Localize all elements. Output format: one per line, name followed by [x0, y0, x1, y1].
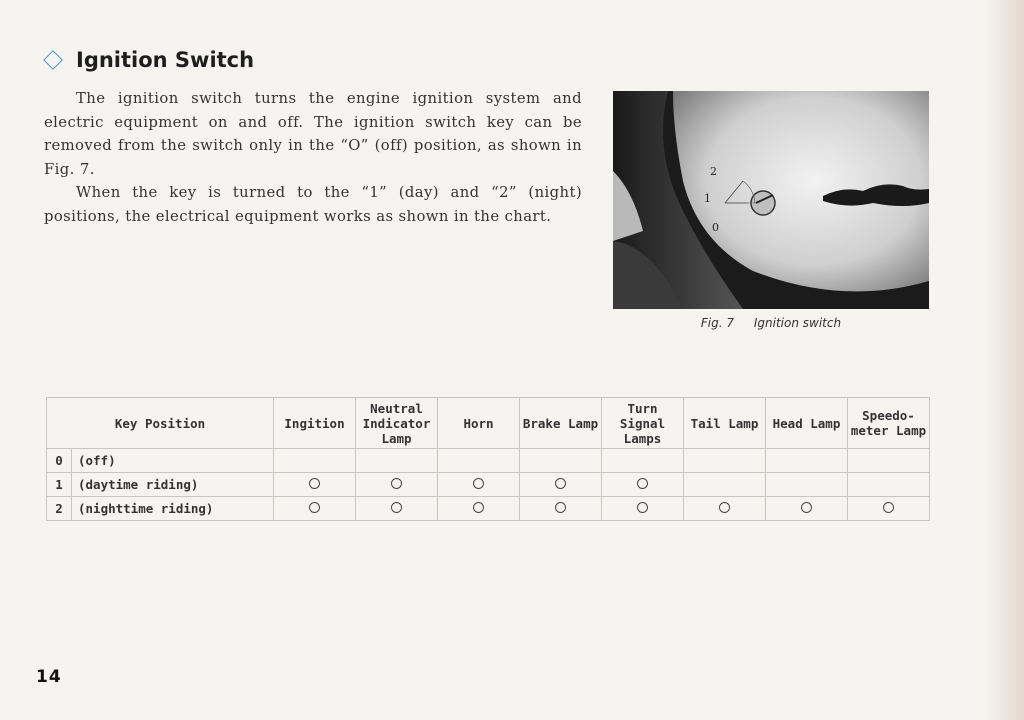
on-indicator-icon — [637, 502, 648, 513]
section-heading — [46, 48, 254, 72]
on-indicator-icon — [391, 502, 402, 513]
on-indicator-icon — [719, 502, 730, 513]
key-number: 0 — [47, 449, 72, 473]
header-neutral-indicator-lamp: Neutral Indicator Lamp — [356, 398, 438, 449]
header-turn-signal-lamps: Turn Signal Lamps — [602, 398, 684, 449]
table-cell — [274, 473, 356, 497]
electrical-chart-table — [46, 397, 930, 521]
table-cell — [520, 497, 602, 521]
table-cell — [848, 497, 930, 521]
table-cell — [684, 473, 766, 497]
header-head-lamp: Head Lamp — [766, 398, 848, 449]
on-indicator-icon — [391, 478, 402, 489]
on-indicator-icon — [555, 478, 566, 489]
table-row — [47, 449, 930, 473]
figure-caption-text: Ignition switch — [753, 316, 842, 330]
table-cell — [684, 497, 766, 521]
table-cell — [602, 473, 684, 497]
on-indicator-icon — [883, 502, 894, 513]
table-cell — [274, 449, 356, 473]
table-cell — [848, 449, 930, 473]
table-cell — [520, 473, 602, 497]
key-label: (nighttime riding) — [72, 497, 274, 521]
table-cell — [684, 449, 766, 473]
on-indicator-icon — [473, 502, 484, 513]
on-indicator-icon — [555, 502, 566, 513]
switch-mark-2: 2 — [710, 165, 717, 178]
table-cell — [766, 473, 848, 497]
on-indicator-icon — [801, 502, 812, 513]
section-title: Ignition Switch — [76, 48, 255, 72]
ignition-switch-photo-image — [613, 91, 929, 309]
table-cell — [356, 449, 438, 473]
diamond-bullet-icon — [43, 50, 63, 70]
key-label: (off) — [72, 449, 274, 473]
page-number: 14 — [36, 667, 62, 687]
on-indicator-icon — [309, 502, 320, 513]
header-ignition: Ingition — [274, 398, 356, 449]
switch-mark-0: 0 — [712, 221, 719, 234]
header-horn: Horn — [438, 398, 520, 449]
header-speedometer-lamp: Speedo- meter Lamp — [848, 398, 930, 449]
header-brake-lamp: Brake Lamp — [520, 398, 602, 449]
on-indicator-icon — [473, 478, 484, 489]
table-row — [47, 473, 930, 497]
table-cell — [602, 449, 684, 473]
table-cell — [356, 497, 438, 521]
page-edge-shadow — [984, 0, 1024, 720]
table-cell — [848, 473, 930, 497]
table-cell — [438, 473, 520, 497]
paragraph: When the key is turned to the “1” (day) and “2” (night) positions, the electrical equipment works as shown in the chart. — [44, 184, 582, 225]
on-indicator-icon — [309, 478, 320, 489]
table-cell — [438, 497, 520, 521]
table-cell — [766, 449, 848, 473]
table-cell — [356, 473, 438, 497]
paragraph: The ignition switch turns the engine ignition system and electric equipment on and off. The ignition switch key can be removed from the switch only in the “O” (off) position, as shown in Fig. 7. — [44, 90, 582, 178]
header-key-position: Key Position — [47, 398, 274, 449]
table-row — [47, 497, 930, 521]
switch-mark-1: 1 — [704, 192, 711, 205]
key-number: 1 — [47, 473, 72, 497]
ignition-switch-photo — [613, 91, 929, 309]
figure-label: Fig. 7 — [700, 316, 735, 330]
key-label: (daytime riding) — [72, 473, 274, 497]
table-cell — [520, 449, 602, 473]
body-text — [44, 87, 582, 229]
header-tail-lamp: Tail Lamp — [684, 398, 766, 449]
on-indicator-icon — [637, 478, 648, 489]
table-cell — [274, 497, 356, 521]
table-cell — [602, 497, 684, 521]
key-number: 2 — [47, 497, 72, 521]
figure-caption — [613, 316, 929, 330]
table-cell — [438, 449, 520, 473]
table-cell — [766, 497, 848, 521]
